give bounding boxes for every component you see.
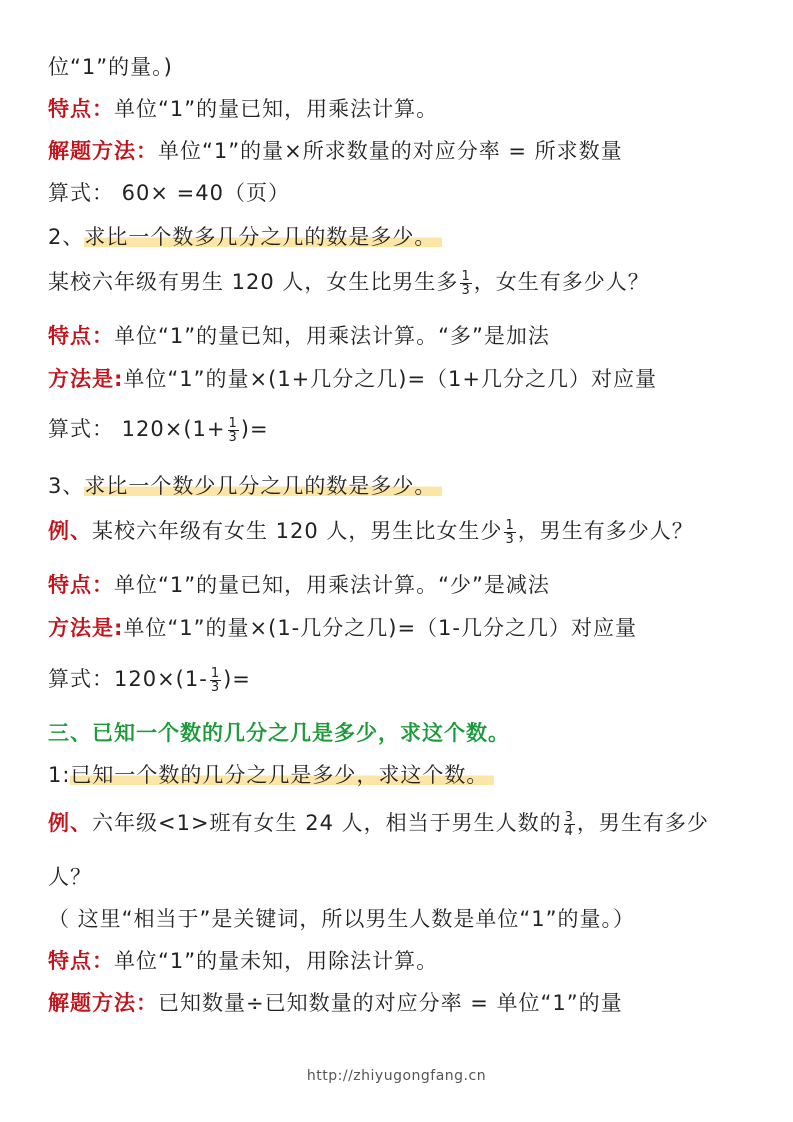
fraction	[228, 417, 239, 444]
formula-line	[48, 414, 269, 444]
problem-text: 某校六年级有男生 120 人，女生比男生多	[48, 270, 459, 294]
text-line	[48, 862, 92, 892]
method-label: 方法是:	[48, 616, 124, 640]
example-text: 六年级<1>班有女生 24 人，相当于男生人数的	[92, 811, 562, 835]
formula-line	[48, 664, 251, 694]
feature-label: 特点：	[48, 949, 114, 973]
section-title: 三、已知一个数的几分之几是多少，求这个数。	[48, 721, 510, 745]
section-heading-2	[48, 222, 442, 252]
fraction-numerator: 3	[564, 809, 574, 825]
example-label: 例、	[48, 811, 92, 835]
line-text: 人？	[48, 865, 92, 889]
method-line	[48, 364, 657, 394]
fraction-denominator: 3	[505, 531, 515, 547]
problem-line	[48, 267, 650, 297]
feature-line	[48, 321, 550, 351]
note-text: （ 这里“相当于”是关键词，所以男生人数是单位“1”的量。）	[48, 907, 636, 931]
method-text: 单位“1”的量×(1-几分之几)=（1-几分之几）对应量	[123, 616, 637, 640]
subsection-heading	[48, 760, 494, 790]
fraction	[210, 667, 221, 694]
feature-text: 单位“1”的量未知，用除法计算。	[114, 949, 439, 973]
feature-line	[48, 94, 438, 124]
feature-text: 单位“1”的量已知，用乘法计算。“多”是加法	[114, 324, 550, 348]
formula-text: 算式： 120×(1+	[48, 417, 226, 441]
formula-text: 算式：120×(1-	[48, 667, 208, 691]
fraction-numerator: 1	[461, 268, 471, 284]
fraction-denominator: 3	[228, 429, 238, 445]
footer-url[interactable]: http://zhiyugongfang.cn	[306, 1068, 487, 1084]
method-line	[48, 136, 623, 166]
fraction-numerator: 1	[228, 415, 238, 431]
problem-text-end: ，女生有多少人？	[473, 270, 650, 294]
method-line	[48, 988, 623, 1018]
note-line	[48, 904, 635, 934]
section-heading-three	[48, 718, 510, 748]
example-line	[48, 516, 694, 546]
section-number: 3、	[48, 474, 85, 498]
fraction-denominator: 3	[461, 282, 471, 298]
feature-line	[48, 570, 550, 600]
feature-label: 特点：	[48, 324, 114, 348]
example-text-end: ，男生有多少	[576, 811, 709, 835]
formula-line	[48, 178, 290, 208]
section-title: 求比一个数多几分之几的数是多少。	[84, 225, 442, 249]
section-title: 求比一个数少几分之几的数是多少。	[84, 474, 442, 498]
section-heading-3	[48, 471, 442, 501]
method-text: 单位“1”的量×(1+几分之几)=（1+几分之几）对应量	[123, 367, 658, 391]
method-text: 已知数量÷已知数量的对应分率 = 单位“1”的量	[158, 991, 623, 1015]
fraction	[564, 811, 575, 838]
example-line	[48, 808, 709, 838]
feature-label: 特点：	[48, 97, 114, 121]
example-text: 某校六年级有女生 120 人，男生比女生少	[92, 519, 503, 543]
formula-text-end: )=	[240, 417, 269, 441]
fraction	[504, 519, 515, 546]
example-label: 例、	[48, 519, 92, 543]
method-label: 解题方法：	[48, 991, 158, 1015]
feature-line	[48, 946, 438, 976]
method-line	[48, 613, 637, 643]
text-line	[48, 52, 173, 82]
fraction-denominator: 4	[564, 823, 574, 839]
section-title: 已知一个数的几分之几是多少，求这个数。	[70, 763, 494, 787]
line-text: 位“1”的量。)	[48, 55, 173, 79]
formula-text-end: )=	[223, 667, 251, 691]
section-number: 2、	[48, 225, 85, 249]
feature-text: 单位“1”的量已知，用乘法计算。	[114, 97, 439, 121]
formula-text: 算式： 60× =40（页）	[48, 181, 290, 205]
example-text-end: ，男生有多少人？	[517, 519, 694, 543]
section-number: 1:	[48, 763, 71, 787]
method-label: 方法是:	[48, 367, 124, 391]
fraction-numerator: 1	[210, 665, 221, 681]
feature-text: 单位“1”的量已知，用乘法计算。“少”是减法	[114, 573, 550, 597]
fraction	[460, 270, 471, 297]
method-label: 解题方法：	[48, 139, 158, 163]
method-text: 单位“1”的量×所求数量的对应分率 = 所求数量	[158, 139, 623, 163]
fraction-numerator: 1	[505, 517, 515, 533]
feature-label: 特点：	[48, 573, 114, 597]
fraction-denominator: 3	[210, 679, 221, 695]
